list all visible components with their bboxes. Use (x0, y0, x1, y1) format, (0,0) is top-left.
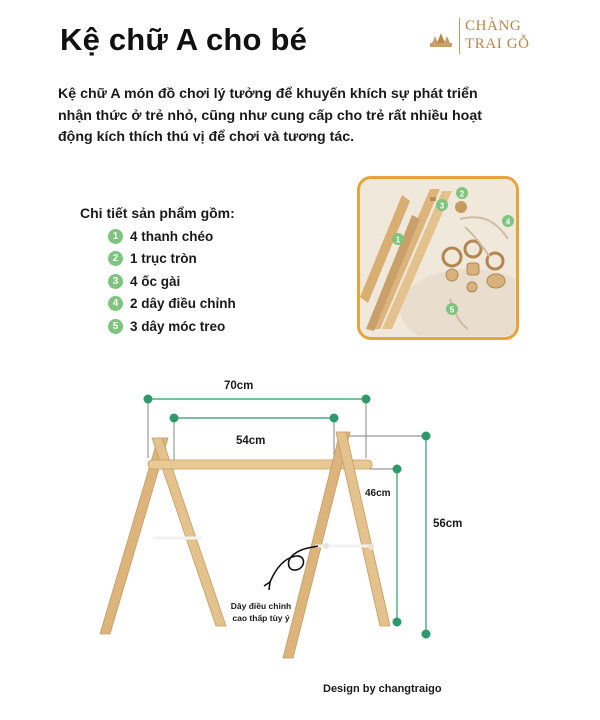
brand-divider (459, 18, 460, 54)
list-item (108, 225, 236, 248)
number-badge: 5 (108, 319, 123, 334)
product-parts-photo (357, 176, 519, 340)
a-frame-diagram (0, 372, 600, 720)
list-item-text: 1 trục tròn (130, 251, 197, 267)
list-item (108, 270, 236, 293)
wooden-frame (100, 432, 390, 658)
number-badge: 1 (108, 229, 123, 244)
total-height-label: 56cm (433, 518, 463, 530)
design-credit: Design by changtraigo (323, 683, 442, 695)
detail-list (108, 225, 236, 338)
brand-line-1: CHÀNG (465, 18, 522, 34)
brand-name (465, 17, 545, 53)
rope-knot (368, 544, 374, 550)
brand-logo (428, 14, 538, 58)
list-item-text: 4 thanh chéo (130, 228, 214, 244)
photo-badge-3: 3 (439, 201, 445, 211)
brand-line-2: TRAI GỖ (465, 36, 530, 52)
photo-badge-1: 1 (395, 235, 401, 245)
parts-illustration (360, 179, 515, 336)
outer-width-label: 70cm (224, 380, 254, 392)
rope-knot (323, 543, 329, 549)
photo-badge-4: 4 (505, 217, 511, 227)
intro-paragraph: Kệ chữ A món đồ chơi lý tưởng để khuyến khích sự phát triển nhận thức ở trẻ nhỏ, cũng như cung cấp cho trẻ rất nhiều hoạt động kích thích thú vị để chơi và tương tác. (58, 86, 482, 145)
list-item (108, 315, 236, 338)
photo-badge-2: 2 (459, 189, 465, 199)
list-item-text: 3 dây móc treo (130, 318, 226, 334)
dimension-lines (148, 399, 426, 634)
details-heading: Chi tiết sản phẩm gồm: (80, 205, 235, 221)
list-item-text: 2 dây điều chỉnh (130, 296, 236, 312)
page-title: Kệ chữ A cho bé (60, 22, 308, 57)
list-item (108, 248, 236, 271)
rope-note: Dây điều chỉnh cao thấp tùy ý (230, 601, 292, 623)
bar-height-label: 46cm (365, 488, 391, 499)
number-badge: 3 (108, 274, 123, 289)
list-item (108, 293, 236, 316)
inner-width-label: 54cm (236, 435, 266, 447)
number-badge: 2 (108, 251, 123, 266)
number-badge: 4 (108, 296, 123, 311)
list-item-text: 4 ốc gài (130, 273, 181, 289)
brand-house-icon (428, 24, 454, 50)
photo-badge-5: 5 (449, 305, 455, 315)
